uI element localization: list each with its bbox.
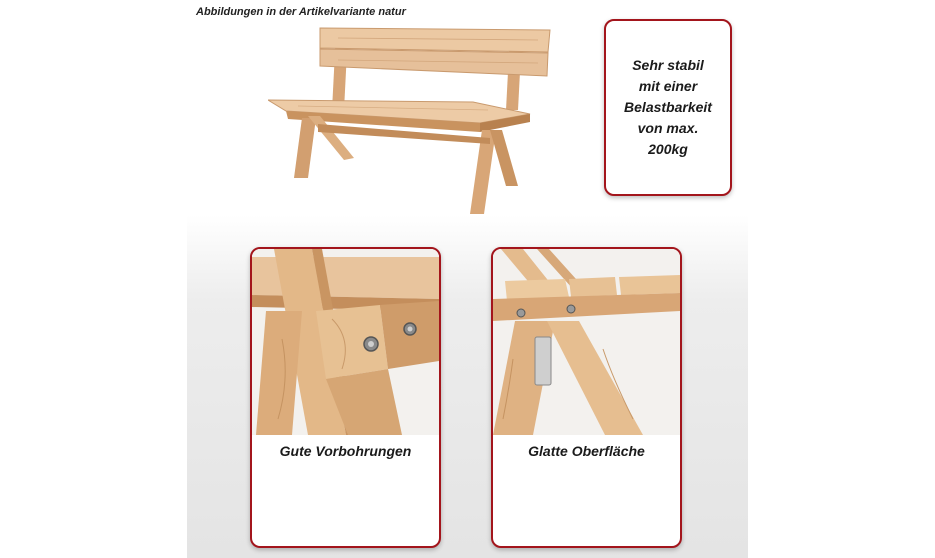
- detail-card-pre-drilling: [250, 247, 441, 548]
- metal-plate: [535, 337, 551, 385]
- detail-card-smooth-surface: [491, 247, 682, 548]
- info-line: Belastbarkeit: [624, 99, 712, 115]
- bench-illustration: [268, 18, 558, 218]
- stability-info-card: [604, 19, 732, 196]
- leg-left-a: [294, 118, 316, 178]
- info-line: von max.: [637, 120, 699, 136]
- info-line: 200kg: [648, 141, 688, 157]
- surface-closeup-photo: [493, 249, 680, 435]
- screw-2: [567, 305, 575, 313]
- info-line: Sehr stabil: [632, 57, 704, 73]
- leg-right-b: [490, 130, 518, 186]
- detail-label: Gute Vorbohrungen: [279, 443, 412, 459]
- screw-1: [517, 309, 525, 317]
- info-line: mit einer: [638, 78, 698, 94]
- joint-closeup-photo: [252, 249, 439, 435]
- variant-caption: Abbildungen in der Artikelvariante natur: [196, 6, 406, 18]
- stability-info-text: [624, 55, 712, 160]
- detail-label: Glatte Oberfläche: [528, 443, 645, 459]
